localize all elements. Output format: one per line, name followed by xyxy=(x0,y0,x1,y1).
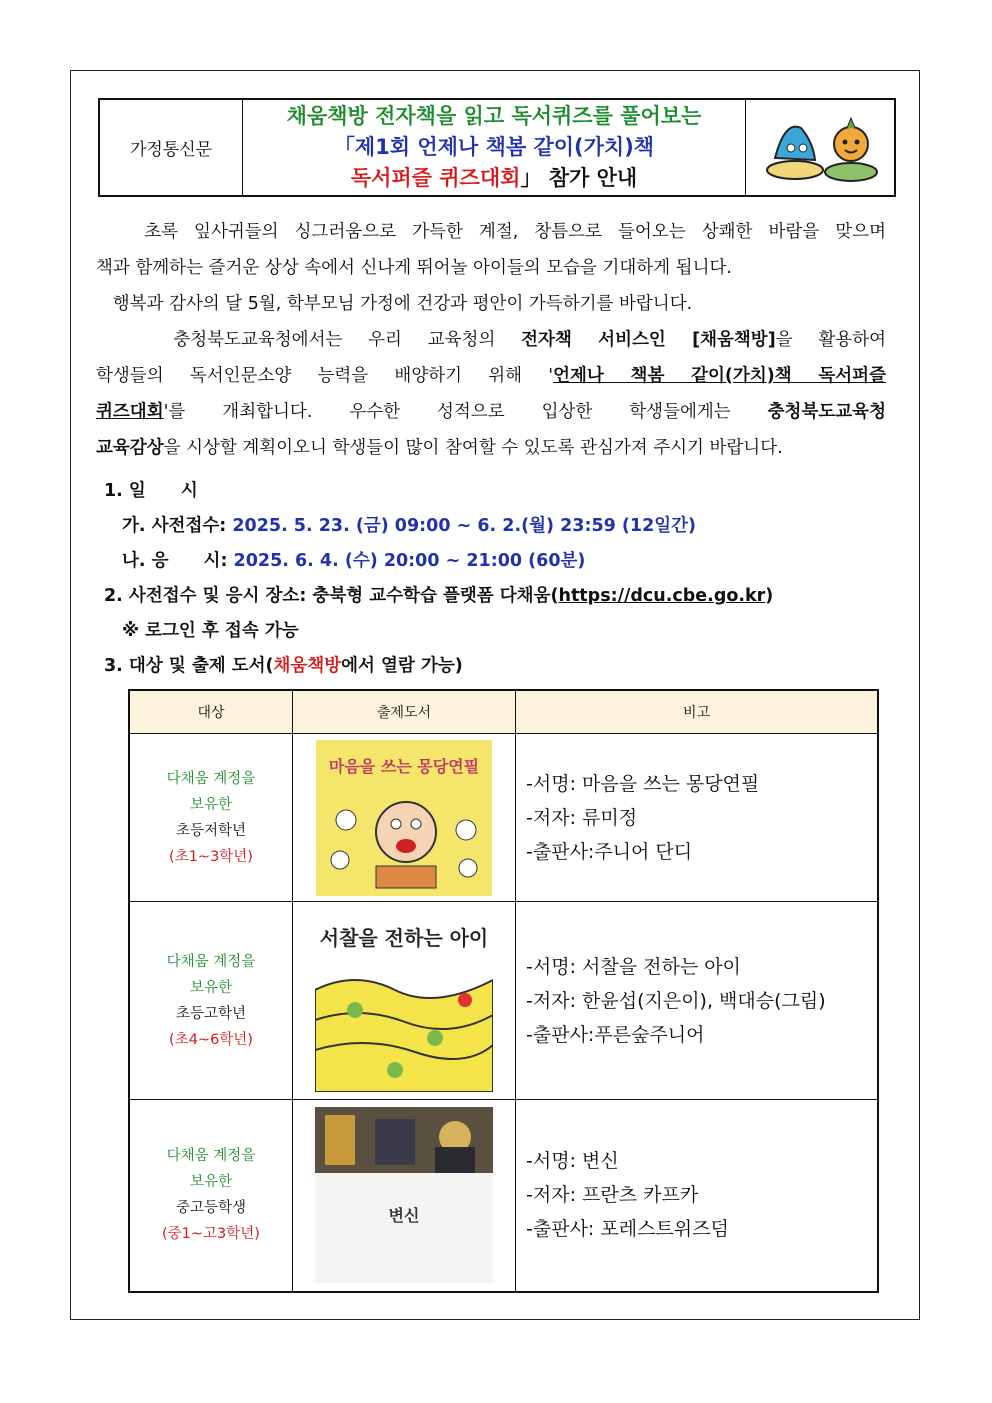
target-grade: 초등고학년 xyxy=(175,1005,247,1022)
cover-cell xyxy=(293,734,516,902)
target-line: 보유한 xyxy=(189,979,233,996)
target-line: 다채움 계정을 xyxy=(166,1148,256,1165)
info-cell xyxy=(516,734,879,902)
intro-p4: 학생들의 독서인문소양 능력을 배양하기 위해 '언제나 책봄 같이(가치)책 독서퍼즐 xyxy=(96,366,886,386)
info-title: -서명: 서찰을 전하는 아이 xyxy=(526,955,741,978)
item-2-note: ※ 로그인 후 접속 가능 xyxy=(122,621,299,641)
info-title: -서명: 변신 xyxy=(526,1150,619,1173)
item-1-schedule: 1. 일 시 xyxy=(104,481,198,501)
target-range: (초4~6학년) xyxy=(169,1031,253,1048)
book-table xyxy=(128,689,879,1293)
dcu-link[interactable]: https://dcu.cbe.go.kr xyxy=(558,586,766,606)
info-publisher: -출판사:주니어 단디 xyxy=(526,840,693,863)
target-grade: 중고등학생 xyxy=(175,1200,247,1217)
cover-title: 변신 xyxy=(388,1206,420,1226)
target-line: 보유한 xyxy=(189,1174,233,1191)
info-author: -저자: 류미정 xyxy=(526,806,638,829)
intro-p1-line1: 초록 잎사귀들의 싱그러움으로 가득한 계절, 창틈으로 들어오는 상쾌한 바람을 맞으며 xyxy=(144,222,886,242)
info-publisher: -출판사:푸른숲주니어 xyxy=(526,1023,705,1046)
notice-header xyxy=(98,98,896,197)
item-2-location: 2. 사전접수 및 응시 장소: 충북형 교수학습 플랫폼 다채움(https://dcu.cbe.go.kr) xyxy=(104,586,774,606)
info-author: -저자: 한윤섭(지은이), 백대승(그림) xyxy=(526,989,826,1012)
item-1a: 가. 사전접수: 2025. 5. 23. (금) 09:00 ~ 6. 2.(월) 23:59 (12일간) xyxy=(122,516,697,536)
info-title: -서명: 마음을 쓰는 몽당연필 xyxy=(526,772,760,795)
intro-p5: 퀴즈대회'를 개최합니다. 우수한 성적으로 입상한 학생들에게는 충청북도교육청 xyxy=(96,402,886,422)
target-cell xyxy=(129,1100,293,1292)
title-line-2: 「제1회 언제나 책봄 같이(가치)책 xyxy=(333,135,655,159)
target-line: 다채움 계정을 xyxy=(166,770,256,787)
col-header-target: 대상 xyxy=(129,690,293,734)
title-line-3 xyxy=(351,163,637,194)
title-line-1: 채움책방 전자책을 읽고 독서퀴즈를 풀어보는 xyxy=(286,104,702,128)
table-header-row xyxy=(129,690,878,734)
details-list xyxy=(104,474,904,684)
cover-cell xyxy=(293,902,516,1100)
target-line: 다채움 계정을 xyxy=(166,953,256,970)
intro-p1-line2: 책과 함께하는 즐거운 상상 속에서 신나게 뛰어놀 아이들의 모습을 기대하게 됩니다. xyxy=(96,258,732,278)
notice-title xyxy=(243,100,746,195)
mascot-left-icon xyxy=(767,126,823,178)
title-line-3-red: 독서퍼즐 퀴즈대회 xyxy=(350,166,521,190)
info-cell xyxy=(516,902,879,1100)
mascot-right-icon xyxy=(825,118,877,181)
target-cell xyxy=(129,734,293,902)
title-line-3-rest: 」 참가 안내 xyxy=(520,166,638,190)
intro-p2: 행복과 감사의 달 5월, 학부모님 가정에 건강과 평안이 가득하기를 바랍니다. xyxy=(112,294,693,314)
cover-illustration-icon xyxy=(315,1107,493,1283)
target-range: (중1~고3학년) xyxy=(162,1226,260,1243)
intro-text xyxy=(96,214,886,466)
info-publisher: -출판사: 포레스트위즈덤 xyxy=(526,1218,729,1241)
book-cover-image xyxy=(315,910,493,1092)
cover-title: 서찰을 전하는 아이 xyxy=(319,925,489,950)
target-cell xyxy=(129,902,293,1100)
col-header-book: 출제도서 xyxy=(293,690,516,734)
cover-illustration-icon xyxy=(316,740,492,896)
target-grade: 초등저학년 xyxy=(175,822,247,839)
cover-illustration-icon xyxy=(315,910,493,1092)
item-1b: 나. 응 시: 2025. 6. 4. (수) 20:00 ~ 21:00 (60분) xyxy=(122,551,586,571)
notice-label: 가정통신문 xyxy=(100,100,243,195)
target-range: (초1~3학년) xyxy=(169,848,253,865)
mascot-illustration xyxy=(746,100,894,195)
item-3-books: 3. 대상 및 출제 도서(채움책방에서 열람 가능) xyxy=(104,656,463,676)
book-cover-image xyxy=(315,1107,493,1283)
cover-cell xyxy=(293,1100,516,1292)
cover-title: 마음을 쓰는 몽당연필 xyxy=(328,756,480,776)
table-row xyxy=(129,902,878,1100)
intro-p6: 교육감상을 시상할 계획이오니 학생들이 많이 참여할 수 있도록 관심가져 주시기 바랍니다. xyxy=(96,438,783,458)
table-row xyxy=(129,734,878,902)
table-row xyxy=(129,1100,878,1292)
book-cover-image xyxy=(316,740,492,896)
col-header-note: 비고 xyxy=(516,690,879,734)
target-line: 보유한 xyxy=(189,796,233,813)
info-author: -저자: 프란츠 카프카 xyxy=(526,1184,699,1207)
intro-p3: 충청북도교육청에서는 우리 교육청의 전자책 서비스인 [채움책방]을 활용하여 xyxy=(173,330,887,350)
info-cell xyxy=(516,1100,879,1292)
